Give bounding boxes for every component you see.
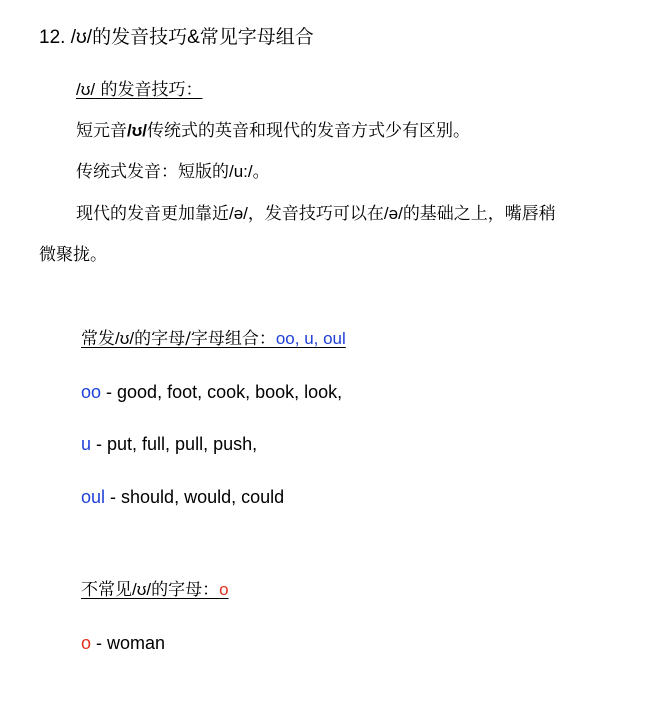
example-words: - should, would, could: [105, 487, 285, 507]
technique-title-ipa: /ʊ/: [76, 80, 96, 99]
heading-text: 的发音技巧&常见字母组合: [92, 27, 314, 48]
example-letters: u: [81, 434, 92, 454]
text-run: 传统式发音：短版的: [76, 162, 229, 182]
text-run: 的字母：: [151, 580, 220, 600]
ipa-text: /ə/: [229, 204, 248, 223]
example-line-o: [81, 631, 165, 655]
example-words: - put, full, pull, push,: [91, 434, 258, 454]
example-line-oo: [81, 380, 342, 404]
text-run: 。: [252, 162, 270, 182]
text-run: 的字母/字母组合：: [134, 329, 276, 349]
example-line-u: [81, 432, 257, 456]
text-run: 短元音: [76, 121, 127, 141]
technique-paragraph-3-continued: 微聚拢。: [39, 245, 107, 265]
uncommon-letters-title: [81, 578, 229, 602]
example-letters: oul: [81, 487, 106, 507]
ipa-bold: /ʊ/: [127, 121, 148, 140]
common-letters-list: oo, u, oul: [275, 329, 346, 348]
text-run: 常发: [81, 329, 115, 349]
text-run: 的基础之上，嘴唇稍: [402, 204, 556, 224]
text-run: 传统式的英音和现代的发音方式少有区别。: [147, 121, 471, 141]
uncommon-letters-list: o: [219, 580, 229, 599]
example-letters: o: [81, 633, 92, 653]
example-letters: oo: [81, 382, 102, 402]
technique-paragraph-3: [76, 202, 556, 226]
text-run: 不常见: [81, 580, 132, 600]
ipa-text: /u:/: [229, 162, 253, 181]
heading-ipa: /ʊ/: [70, 27, 93, 48]
common-letters-title: [81, 327, 346, 351]
ipa-text: /ʊ/: [132, 580, 152, 599]
example-line-oul: [81, 485, 284, 509]
example-words: - woman: [91, 633, 166, 653]
text-run: 现代的发音更加靠近: [76, 204, 229, 224]
heading-number: 12.: [39, 27, 66, 48]
section-heading: [39, 26, 314, 50]
text-run: ，发音技巧可以在: [247, 204, 384, 224]
technique-paragraph-2: [76, 160, 270, 184]
technique-title: [76, 78, 203, 102]
ipa-text: /ʊ/: [115, 329, 135, 348]
technique-title-text: 的发音技巧：: [95, 80, 203, 100]
technique-paragraph-1: [76, 119, 470, 143]
example-words: - good, foot, cook, book, look,: [101, 382, 343, 402]
ipa-text: /ə/: [383, 204, 403, 223]
